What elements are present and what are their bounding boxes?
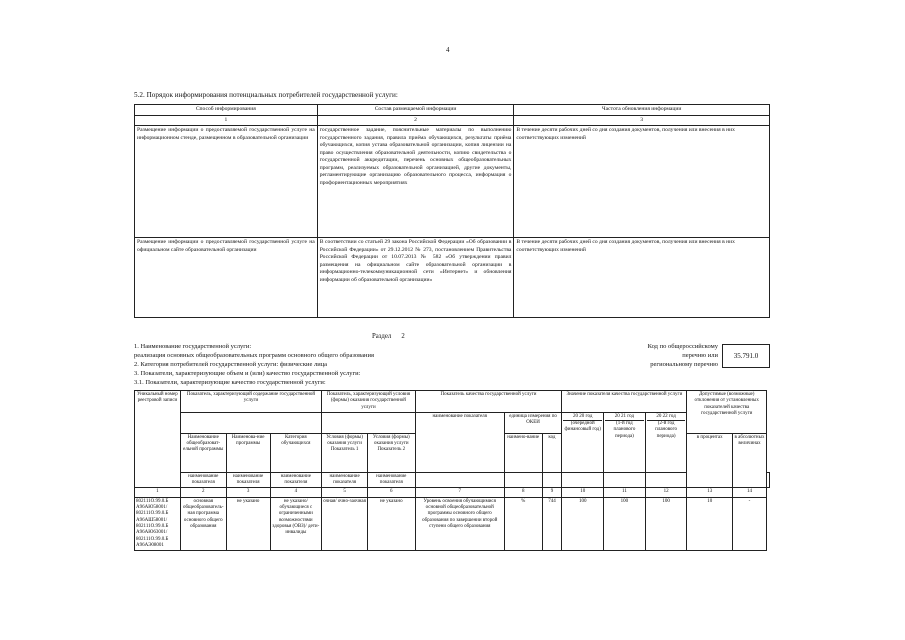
th-condition-2: Условия (формы) оказания услуги Показатель 2 [367, 433, 415, 472]
th-condition-1: Условия (формы) оказания услуги Показатель 1 [322, 433, 368, 472]
value-2022: 100 [645, 497, 687, 550]
th-category: Категория обучающихся [270, 433, 322, 472]
th-unit-code: код [542, 433, 562, 472]
th-absolute: в абсолютных величинах [732, 433, 766, 488]
quality-indicator: Уровень освоения обучающимися основной общеобразовательной программы основного общего образования по завершении второй ступени общего образования [415, 497, 504, 550]
indicators-line: 3. Показатели, характеризующие объем и (или) качество государственной услуги: [134, 370, 361, 377]
section-2-title: Раздел 2 [372, 333, 405, 340]
th-year1 [562, 412, 604, 472]
row1-method: Размещение информации о предоставляемой государственной услуге на информационном стенде, размещенном в образовательной организации [135, 126, 318, 238]
th-year1-top: 20 20 год [563, 414, 602, 421]
section-5-2-title: 5.2. Порядок информирования потенциальных потребителей государственной услуги: [134, 91, 398, 99]
th-pokaz-name-3: наименование показателя [270, 472, 322, 488]
th-program: Наименова-ние программы [226, 433, 270, 472]
col-number: 13 [687, 488, 733, 497]
col-num-3: 3 [514, 115, 770, 126]
table-row [135, 497, 770, 550]
table-row [135, 126, 770, 238]
registry-code: 802111О.99.0.Б А96АЮ58001/ 802111О.99.0.Б А96АШ58001/ 802111О.99.0.Б А96АЮ63001/ 802111О.99.0.Б А96АЭ08001 [135, 497, 181, 550]
th-year1-bottom: (очередной финансовый год) [564, 421, 601, 433]
student-category: не указано/ обучающиеся с ограниченными возможностями здоровья (ОВЗ)/ дети-инвалиды [270, 497, 322, 550]
th-quality: Показатель качества государственной услуги [415, 391, 562, 413]
value-2021: 100 [604, 497, 646, 550]
service-name-value: реализация основных общеобразовательных программ основного общего образования [134, 352, 374, 359]
col-num-2: 2 [317, 115, 514, 126]
quality-indicators-line: 3.1. Показатели, характеризующие качество государственной услуги: [134, 379, 326, 386]
col-number: 2 [180, 488, 226, 497]
th-pokaz-name-1: наименование показателя [180, 472, 226, 488]
table-row [135, 238, 770, 318]
col-number: 14 [732, 488, 766, 497]
consumers-category: 2. Категория потребителей государственной услуги: физические лица [134, 361, 328, 368]
col-number: 4 [270, 488, 322, 497]
col-num-1: 1 [135, 115, 318, 126]
th-year3-bottom: (2-й год планового периода) [655, 421, 677, 439]
col-number: 10 [562, 488, 604, 497]
header-content: Состав размещаемой информации [317, 105, 514, 116]
th-year2-bottom: (1-й год планового периода) [613, 421, 636, 439]
unit-code: 744 [542, 497, 562, 550]
informing-table [134, 104, 770, 318]
th-year2 [604, 412, 646, 472]
column-numbers-row [135, 488, 770, 497]
page-number: 4 [446, 46, 450, 54]
value-2020: 100 [562, 497, 604, 550]
service-name-label: 1. Наименование государственной услуги: [134, 343, 252, 350]
form-of-study: очная/ очно-заочная [322, 497, 368, 550]
th-percent: в процентах [687, 433, 733, 488]
th-program-name: Наименование общеобразоват-ельной программы [180, 433, 226, 472]
th-pokaz-name-5: наименование показателя [367, 472, 415, 488]
col-number: 6 [367, 488, 415, 497]
th-value: Значение показателя качества государственной услуги [562, 391, 687, 413]
program-name: основная общеобразователь-ная программа основного общего образования [180, 497, 226, 550]
col-number: 7 [415, 488, 504, 497]
unit-name: % [504, 497, 542, 550]
header-method: Способ информирования [135, 105, 318, 116]
row2-method: Размещение информации о предоставляемой государственной услуге на официальном сайте образовательной организации [135, 238, 318, 318]
th-conditions: Показатель, характеризующий условия (формы) оказания государственной услуги [322, 391, 415, 413]
condition-2: не указано [367, 497, 415, 550]
col-number: 8 [504, 488, 542, 497]
row2-frequency: В течение десяти рабочих дней со дня создания документов, получения или внесения в них соответствующих изменений [514, 238, 770, 318]
th-year2-top: 20 21 год [605, 414, 644, 421]
code-label-2: перечню или [682, 352, 718, 359]
th-quality-name: наименование показателя [415, 412, 504, 472]
code-label-1: Код по общероссийскому [647, 343, 718, 350]
registry-code-box: 35.791.0 [722, 344, 770, 368]
th-pokaz-name-2: наименование показателя [226, 472, 270, 488]
th-content: Показатель, характеризующий содержание государственной услуги [180, 391, 321, 413]
col-number: 3 [226, 488, 270, 497]
program: не указано [226, 497, 270, 550]
th-year3-top: 20 22 год [647, 414, 686, 421]
row2-content: В соответствии со статьей 29 закона Российской Федерации «Об образовании в Российской Федерации» от 29.12.2012 № 273, постановлением Правительства Российской Федерации от 10.07.2013 № 582 «Об утверждении правил размещения на официальном сайте образовательной организации в информационно-телекоммуникационной сети «Интернет» и обновления информации об образовательной организации» [317, 238, 514, 318]
row1-frequency: В течение десяти рабочих дней со дня создания документов, получения или внесения в них соответствующих изменений [514, 126, 770, 238]
col-number: 12 [645, 488, 687, 497]
th-deviation: Допустимые (возможные) отклонения от установленных показателей качества государственной услуги [687, 391, 767, 434]
th-unit-name: наимено-вание [504, 433, 542, 472]
row1-content: государственное задание, пояснительные материалы по выполнению государственного задания, правила приёма обучающихся, результаты приёма обучающихся, копия устава образовательной организации, копия лицензии на право осуществления образовательной деятельности, копию свидетельства о государственной аккредитации, перечень основных общеобразовательных программ, реализуемых образовательной организацией, другие документы, регламентирующие организацию образовательного процесса, информация о профориентационных мероприятиях [317, 126, 514, 238]
col-number: 1 [135, 488, 181, 497]
col-number: 9 [542, 488, 562, 497]
col-number: 11 [604, 488, 646, 497]
th-year3 [645, 412, 687, 472]
deviation-absolute: - [732, 497, 766, 550]
col-number: 5 [322, 488, 368, 497]
quality-table [134, 390, 770, 551]
deviation-percent: 10 [687, 497, 733, 550]
th-unique-number: Уникальный номер реестровой записи [135, 391, 181, 488]
header-frequency: Частота обновления информации [514, 105, 770, 116]
th-pokaz-name-4: наименование показателя [322, 472, 368, 488]
code-label-3: региональному перечню [650, 361, 718, 368]
th-unit: единица измерения по ОКЕИ [504, 412, 562, 433]
